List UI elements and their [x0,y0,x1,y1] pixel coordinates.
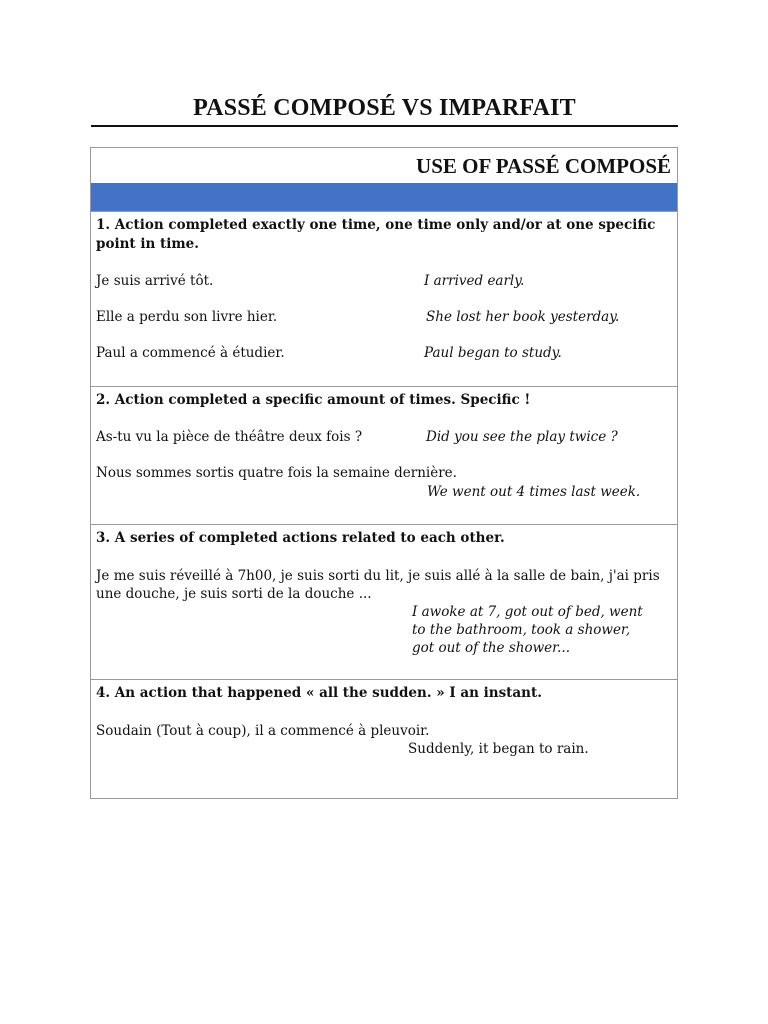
english-translation: Did you see the play twice ? [426,429,618,445]
english-translation: I awoke at 7, got out of bed, went to the bathroom, took a shower, got out of the shower... [412,604,643,656]
english-translation: She lost her book yesterday. [426,309,620,325]
rule-block-3 [91,524,677,680]
english-translation: I arrived early. [424,273,525,289]
english-translation: We went out 4 times last week. [427,484,641,500]
french-example: Elle a perdu son livre hier. [96,309,278,325]
rule-block-2 [91,386,677,525]
title-underline [91,125,678,127]
section-heading: USE OF PASSÉ COMPOSÉ [416,154,671,178]
rule-heading: 1. Action completed exactly one time, one time only and/or at one specific point in time. [96,217,656,252]
rule-block-1 [91,211,677,387]
french-example: As-tu vu la pièce de théâtre deux fois ? [96,429,363,445]
accent-bar [91,183,677,211]
passe-compose-table [90,147,678,799]
french-example: Je suis arrivé tôt. [96,273,214,289]
rule-heading: 2. Action completed a specific amount of times. Specific ! [96,392,531,408]
english-translation: Suddenly, it began to rain. [408,741,589,757]
document-title: PASSÉ COMPOSÉ VS IMPARFAIT [193,95,576,121]
rule-block-4 [91,679,677,799]
english-translation: Paul began to study. [424,345,562,361]
french-example: Soudain (Tout à coup), il a commencé à pleuvoir. [96,723,430,739]
french-example: Je me suis réveillé à 7h00, je suis sorti du lit, je suis allé à la salle de bain, j'ai pris une douche, je suis sorti de la douche ... [96,568,660,602]
french-example: Nous sommes sortis quatre fois la semaine dernière. [96,465,457,481]
french-example: Paul a commencé à étudier. [96,345,285,361]
rule-heading: 3. A series of completed actions related to each other. [96,530,505,546]
rule-heading: 4. An action that happened « all the sudden. » I an instant. [96,685,542,701]
